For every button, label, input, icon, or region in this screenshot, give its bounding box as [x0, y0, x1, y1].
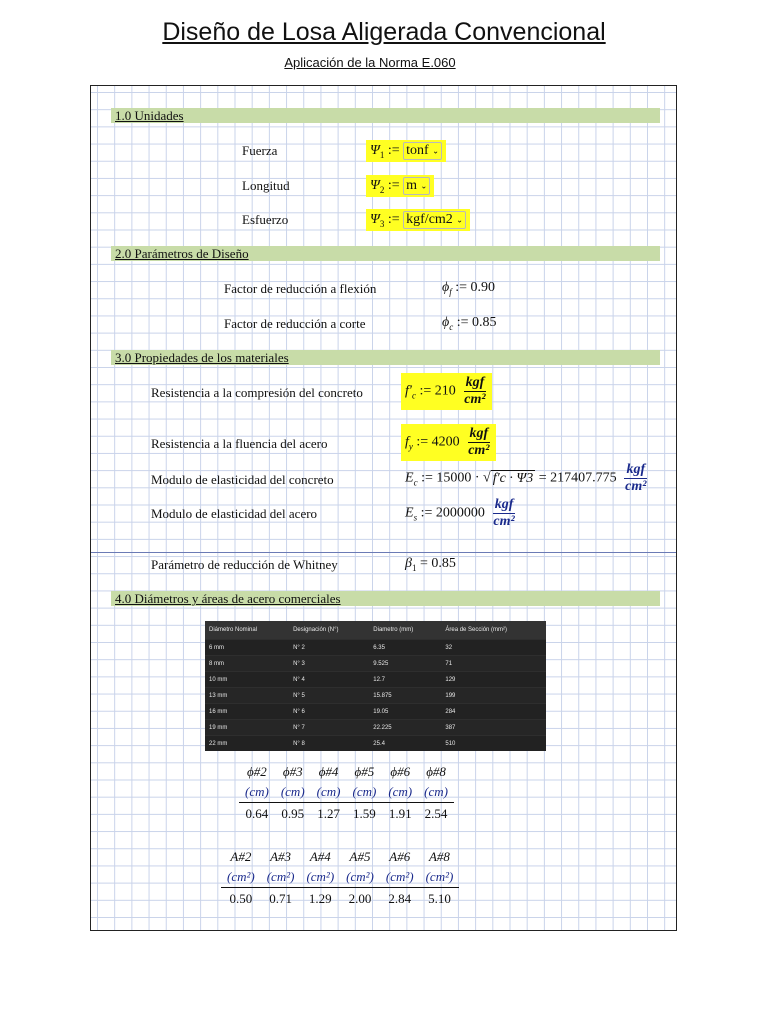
fy-expression: $f_y$ := 4200 $\frac{\text{kgf}}{\text{cm²}}$ — [401, 424, 496, 461]
diameter-table — [239, 762, 454, 825]
area-header-row: A#2 A#3 A#4 A#5 A#6 A#8 — [230, 849, 450, 864]
chevron-down-icon: ⌄ — [420, 181, 428, 191]
section-heading-steel-diameters: 4.0 Diámetros y áreas de acero comerciales — [111, 591, 660, 606]
chevron-down-icon: ⌄ — [432, 146, 439, 156]
table-row: 13 mm N° 5 15.875 199 — [205, 688, 546, 704]
table-row: 16 mm N° 6 19.05 284 — [205, 704, 546, 720]
document-title: Diseño de Losa Aligerada Convencional — [162, 18, 606, 46]
label-fc: Resistencia a la compresión del concreto — [151, 385, 363, 400]
column-header: Diámetro Nominal — [205, 621, 289, 640]
table-row: 10 mm N° 4 12.7 129 — [205, 672, 546, 688]
label-longitud: Longitud — [242, 178, 290, 193]
region-divider — [91, 552, 676, 553]
flexure-factor-expression: $\phi_f$ := 0.90 — [442, 280, 496, 297]
rebar-reference-table — [205, 621, 546, 751]
label-fy: Resistencia a la fluencia del acero — [151, 436, 328, 451]
shear-factor-expression: $\phi_c$ := 0.85 — [442, 315, 497, 332]
es-units: $\frac{\text{kgf}}{\text{cm²}}$ — [493, 497, 515, 529]
label-whitney: Parámetro de reducción de Whitney — [151, 557, 338, 572]
section-heading-material-properties: 3.0 Propiedades de los materiales — [111, 350, 660, 365]
label-ec: Modulo de elasticidad del concreto — [151, 472, 334, 487]
area-unit-row: (cm²) (cm²) (cm²) (cm²) (cm²) (cm²) — [227, 869, 454, 884]
label-flexure-factor: Factor de reducción a flexión — [224, 281, 377, 296]
column-header: Designación (N°) — [289, 621, 369, 640]
stress-unit-dropdown[interactable]: kgf/cm2 ⌄ — [403, 211, 466, 229]
section-heading-design-parameters: 2.0 Parámetros de Diseño — [111, 246, 660, 261]
length-unit-dropdown[interactable]: m ⌄ — [403, 177, 430, 195]
worksheet — [90, 85, 677, 931]
table-header-row — [205, 621, 546, 640]
table-row: 19 mm N° 7 22.225 387 — [205, 720, 546, 736]
force-unit-dropdown[interactable]: tonf ⌄ — [403, 142, 442, 160]
label-es: Modulo de elasticidad del acero — [151, 506, 318, 521]
diameter-value-row: 0.64 0.95 1.27 1.59 1.91 2.54 — [239, 803, 454, 826]
table-row: 22 mm N° 8 25.4 510 — [205, 736, 546, 752]
table-row: 8 mm N° 3 9.525 71 — [205, 656, 546, 672]
fc-units: $\frac{\text{kgf}}{\text{cm²}}$ — [464, 375, 486, 407]
label-fuerza: Fuerza — [242, 143, 278, 158]
fc-expression: $f'_c$ := 210 $\frac{\text{kgf}}{\text{cm²}}$ — [401, 373, 492, 410]
label-esfuerzo: Esfuerzo — [242, 212, 289, 227]
diameter-header-row: ϕ#2 ϕ#3 ϕ#4 ϕ#5 ϕ#6 ϕ#8 — [247, 764, 446, 779]
unit-definition-force: $\Psi_1$ := tonf ⌄ — [366, 140, 446, 162]
area-table — [221, 847, 459, 910]
beta-expression: $\beta_1 = 0.85$ — [405, 556, 456, 573]
table-row: 6 mm N° 2 6.35 32 — [205, 640, 546, 656]
es-expression: $E_s$ := 2000000 $\frac{\text{kgf}}{\text{cm²}}$ — [405, 497, 515, 529]
area-value-row: 0.50 0.71 1.29 2.00 2.84 5.10 — [221, 888, 459, 911]
diameter-unit-row: (cm) (cm) (cm) (cm) (cm) (cm) — [245, 784, 448, 799]
ec-units: $\frac{\text{kgf}}{\text{cm²}}$ — [625, 462, 647, 494]
fy-units: $\frac{\text{kgf}}{\text{cm²}}$ — [468, 426, 490, 458]
chevron-down-icon: ⌄ — [456, 215, 463, 225]
ec-expression: $E_c$ := 15000 · √ f′c · Ψ3 = 217407.775 $\frac{\text{kgf}}{\text{cm²}}$ — [405, 462, 647, 494]
column-header: Área de Sección (mm²) — [441, 621, 546, 640]
column-header: Diametro (mm) — [369, 621, 441, 640]
unit-definition-stress: $\Psi_3$ := kgf/cm2 ⌄ — [366, 209, 470, 231]
label-shear-factor: Factor de reducción a corte — [224, 316, 366, 331]
section-heading-units: 1.0 Unidades — [111, 108, 660, 123]
document-subtitle: Aplicación de la Norma E.060 — [284, 55, 456, 70]
unit-definition-length: $\Psi_2$ := m ⌄ — [366, 175, 434, 197]
